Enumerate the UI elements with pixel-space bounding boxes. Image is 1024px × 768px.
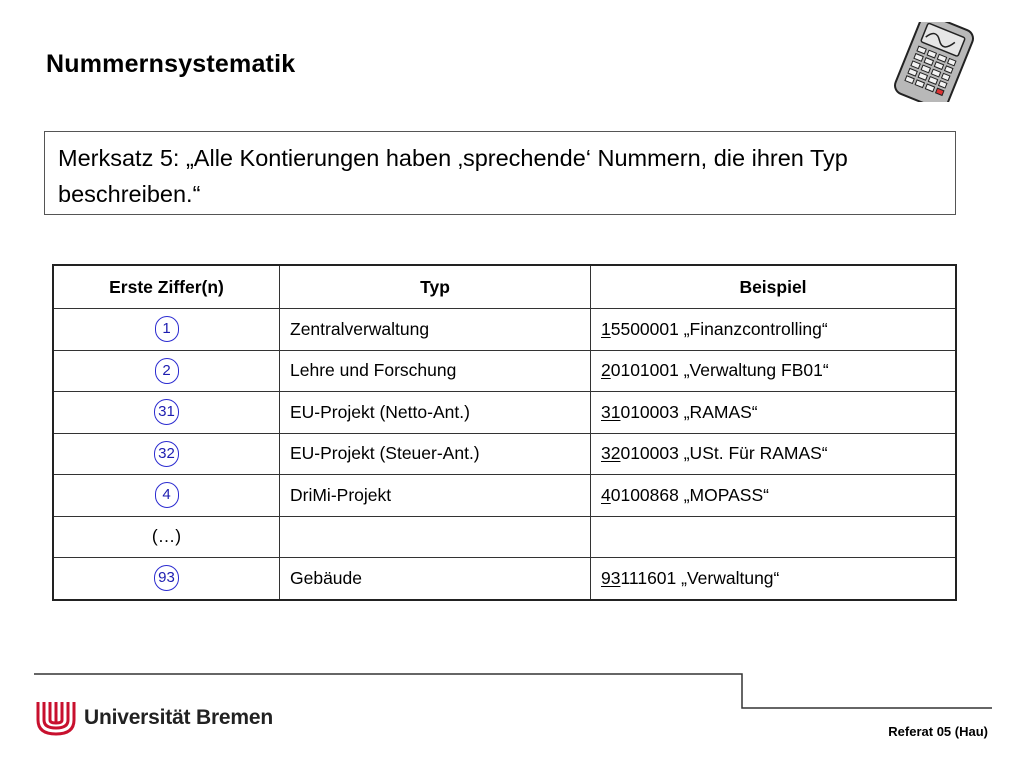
university-logo-icon bbox=[34, 698, 78, 738]
beispiel-cell bbox=[591, 350, 957, 392]
beispiel-rest: 010003 „RAMAS“ bbox=[620, 401, 758, 422]
beispiel-rest: 0100868 „MOPASS“ bbox=[610, 484, 769, 505]
merksatz-text: Merksatz 5: „Alle Kontierungen haben ‚sprechende‘ Nummern, die ihren Typ beschreiben.“ bbox=[58, 145, 848, 207]
university-name: Universität Bremen bbox=[84, 706, 273, 729]
ziffer-cell bbox=[53, 392, 280, 434]
table-row bbox=[53, 392, 956, 434]
ziffer-badge: 31 bbox=[154, 399, 179, 425]
typ-cell: EU-Projekt (Netto-Ant.) bbox=[280, 392, 591, 434]
beispiel-prefix: 32 bbox=[601, 443, 621, 464]
typ-cell: DriMi-Projekt bbox=[280, 475, 591, 517]
ziffer-cell bbox=[53, 558, 280, 600]
typ-cell: EU-Projekt (Steuer-Ant.) bbox=[280, 433, 591, 475]
beispiel-rest: 5500001 „Finanzcontrolling“ bbox=[610, 318, 828, 339]
header-typ: Typ bbox=[280, 265, 591, 309]
beispiel-rest: 010003 „USt. Für RAMAS“ bbox=[620, 443, 828, 464]
table-row bbox=[53, 309, 956, 351]
ziffer-badge: 4 bbox=[155, 482, 179, 508]
ziffer-badge: 93 bbox=[154, 565, 179, 591]
beispiel-prefix: 93 bbox=[601, 567, 621, 588]
beispiel-prefix: 2 bbox=[601, 360, 611, 381]
beispiel-rest: 0101001 „Verwaltung FB01“ bbox=[610, 360, 829, 381]
table-row bbox=[53, 475, 956, 517]
beispiel-rest: 111601 „Verwaltung“ bbox=[620, 567, 780, 588]
beispiel-cell bbox=[591, 433, 957, 475]
typ-cell bbox=[280, 516, 591, 558]
table-row bbox=[53, 350, 956, 392]
ziffer-badge: 2 bbox=[155, 358, 179, 384]
ziffer-cell bbox=[53, 350, 280, 392]
table-row bbox=[53, 558, 956, 600]
table-row bbox=[53, 516, 956, 558]
table-header-row bbox=[53, 265, 956, 309]
merksatz-box bbox=[44, 131, 956, 215]
header-erste-ziffer: Erste Ziffer(n) bbox=[53, 265, 280, 309]
beispiel-cell bbox=[591, 558, 957, 600]
number-system-table bbox=[52, 264, 957, 601]
beispiel-cell bbox=[591, 309, 957, 351]
slide-title: Nummernsystematik bbox=[46, 50, 296, 78]
beispiel-cell bbox=[591, 475, 957, 517]
ziffer-badge: 1 bbox=[155, 316, 179, 342]
beispiel-cell bbox=[591, 392, 957, 434]
table-row bbox=[53, 433, 956, 475]
ziffer-cell: (…) bbox=[53, 516, 280, 558]
beispiel-prefix: 4 bbox=[601, 484, 611, 505]
calculator-icon bbox=[884, 22, 984, 102]
header-beispiel: Beispiel bbox=[591, 265, 957, 309]
ziffer-cell bbox=[53, 309, 280, 351]
typ-cell: Lehre und Forschung bbox=[280, 350, 591, 392]
typ-cell: Zentralverwaltung bbox=[280, 309, 591, 351]
typ-cell: Gebäude bbox=[280, 558, 591, 600]
beispiel-cell bbox=[591, 516, 957, 558]
beispiel-prefix: 31 bbox=[601, 401, 621, 422]
beispiel-prefix: 1 bbox=[601, 318, 611, 339]
footer-reference: Referat 05 (Hau) bbox=[888, 724, 988, 739]
ziffer-cell bbox=[53, 433, 280, 475]
ziffer-badge: 32 bbox=[154, 441, 179, 467]
ziffer-cell bbox=[53, 475, 280, 517]
